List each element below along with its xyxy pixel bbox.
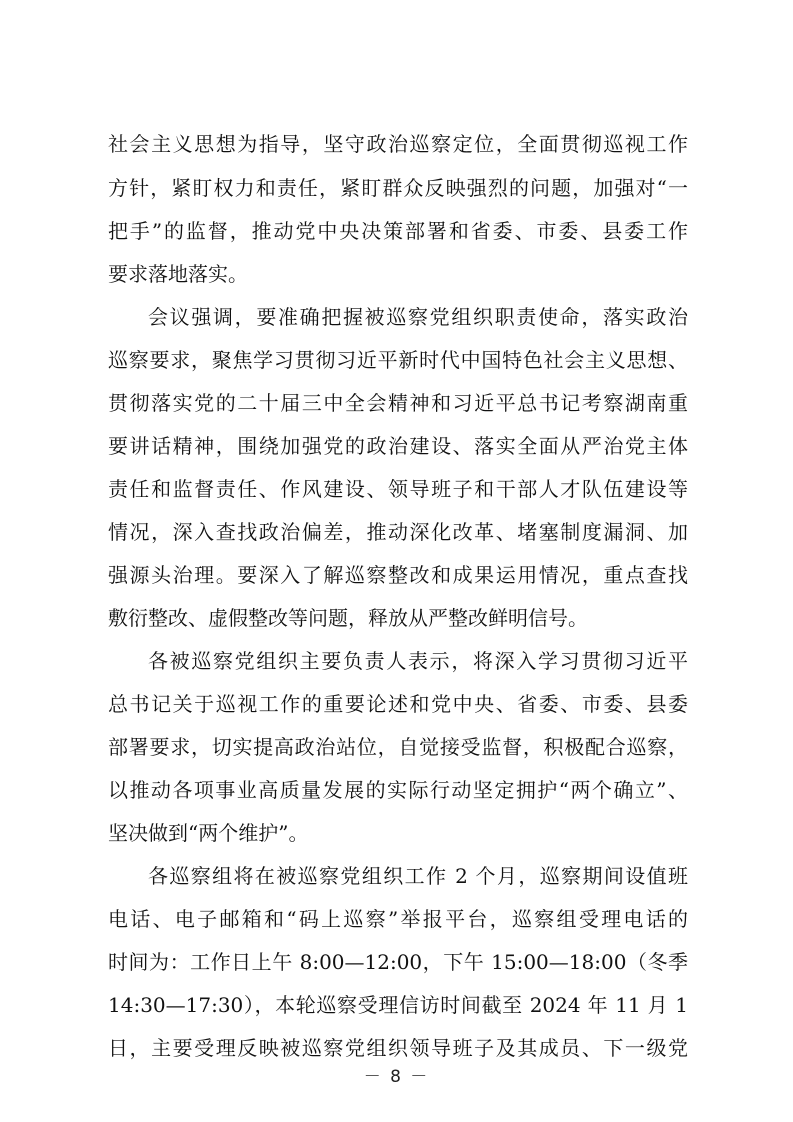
paragraph-first-line: 各巡察组将在被巡察党组织工作 2 个月，巡察期间设值班 [148, 864, 688, 888]
paragraph-line: 以推动各项事业高质量发展的实际行动坚定拥护“两个确立”、 [108, 778, 688, 802]
paragraph-line: 要求落地落实。 [108, 262, 248, 286]
paragraph-line: 时间为：工作日上午 8:00—12:00，下午 15:00—18:00（冬季 [108, 950, 688, 974]
paragraph-line: 情况，深入查找政治偏差，推动深化改革、堵塞制度漏洞、加 [108, 520, 688, 544]
paragraph-line: 部署要求，切实提高政治站位，自觉接受监督，积极配合巡察， [108, 735, 688, 759]
paragraph-line: 日，主要受理反映被巡察党组织领导班子及其成员、下一级党 [108, 1036, 688, 1060]
paragraph-line: 要讲话精神，围绕加强党的政治建设、落实全面从严治党主体 [108, 434, 688, 458]
paragraph-line: 电话、电子邮箱和“码上巡察”举报平台，巡察组受理电话的 [108, 907, 688, 931]
paragraph-line: 社会主义思想为指导，坚守政治巡察定位，全面贯彻巡视工作 [108, 132, 688, 156]
paragraph-line: 强源头治理。要深入了解巡察整改和成果运用情况，重点查找 [108, 563, 688, 587]
paragraph-first-line: 会议强调，要准确把握被巡察党组织职责使命，落实政治 [148, 305, 688, 329]
paragraph-line: 14:30—17:30），本轮巡察受理信访时间截至 2024 年 11 月 1 [108, 993, 688, 1017]
paragraph-line: 敷衍整改、虚假整改等问题，释放从严整改鲜明信号。 [108, 606, 588, 630]
paragraph-line: 贯彻落实党的二十届三中全会精神和习近平总书记考察湖南重 [108, 391, 688, 415]
paragraph-line: 方针，紧盯权力和责任，紧盯群众反映强烈的问题，加强对“一 [108, 176, 688, 200]
paragraph-first-line: 各被巡察党组织主要负责人表示，将深入学习贯彻习近平 [148, 649, 688, 673]
paragraph-line: 总书记关于巡视工作的重要论述和党中央、省委、市委、县委 [108, 692, 688, 716]
paragraph-line: 责任和监督责任、作风建设、领导班子和干部人才队伍建设等 [108, 477, 688, 501]
page-number: － 8 － [363, 1067, 430, 1087]
paragraph-line: 坚决做到“两个维护”。 [108, 821, 309, 845]
paragraph-line: 把手”的监督，推动党中央决策部署和省委、市委、县委工作 [108, 219, 688, 243]
paragraph-line: 巡察要求，聚焦学习贯彻习近平新时代中国特色社会主义思想、 [108, 348, 688, 372]
